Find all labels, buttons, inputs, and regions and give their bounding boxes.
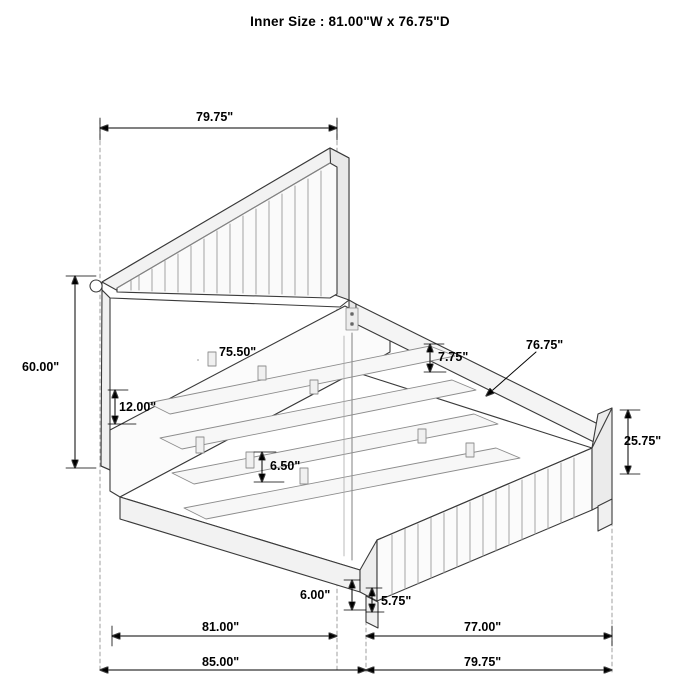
- dim-inner-width: 81.00": [202, 620, 240, 634]
- dim-slat-gap: 6.50": [270, 459, 301, 473]
- dim-mattress-width: 75.50": [219, 345, 257, 359]
- dim-floor-to-deck: 12.00": [119, 400, 157, 414]
- page-title: Inner Size : 81.00"W x 76.75"D: [250, 14, 450, 29]
- dim-slat-rise: 7.75": [438, 350, 469, 364]
- dim-inner-depth: 77.00": [464, 620, 502, 634]
- dim-footboard-height: 25.75": [624, 434, 662, 448]
- dim-mattress-depth: 76.75": [526, 338, 564, 352]
- bed-deck: [110, 300, 598, 592]
- dim-headboard-width: 79.75": [196, 110, 234, 124]
- dim-overall-depth: 79.75": [464, 655, 502, 669]
- dim-footboard-clearance: 5.75": [381, 594, 412, 608]
- dim-leg-height: 6.00": [300, 588, 331, 602]
- dim-overall-width: 85.00": [202, 655, 240, 669]
- dim-overall-height: 60.00": [22, 360, 60, 374]
